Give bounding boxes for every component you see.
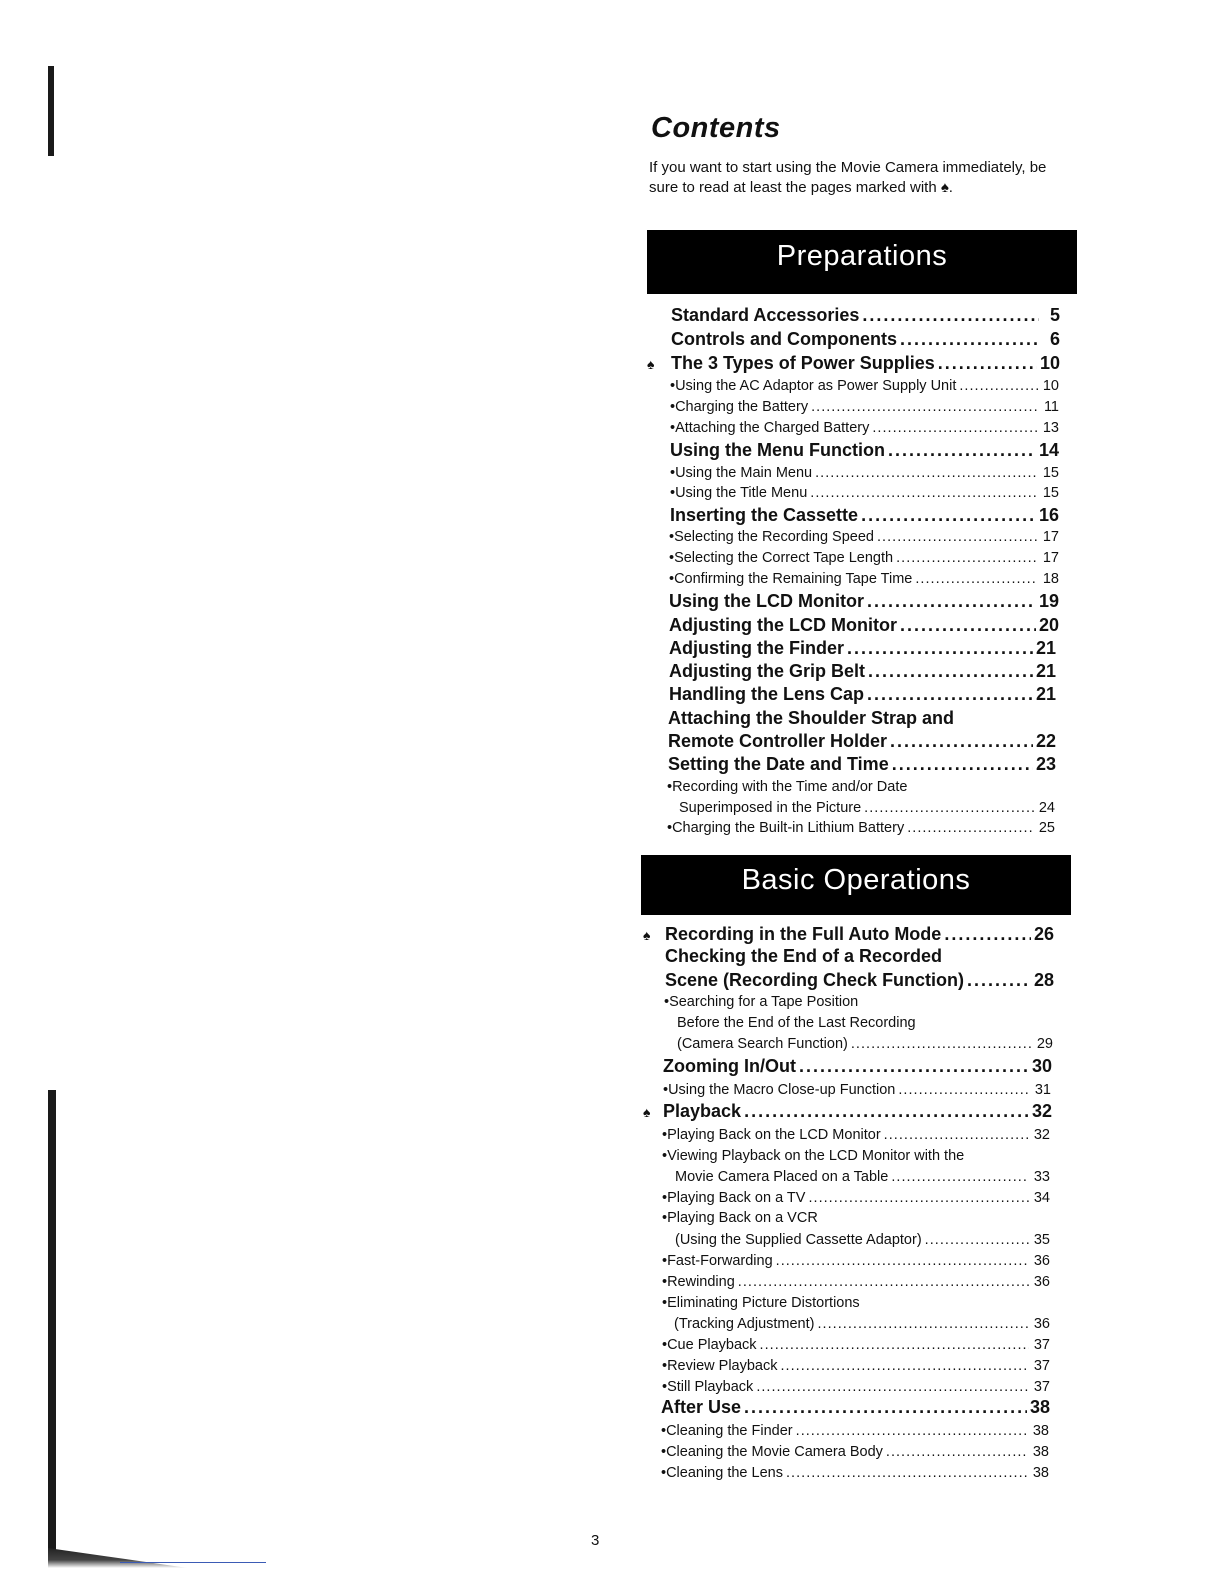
toc-entry[interactable] <box>662 1127 1050 1143</box>
intro-text: If you want to start using the Movie Camera immediately, be sure to read at least the pages marked with ♠. <box>649 159 1047 196</box>
toc-entry[interactable] <box>664 994 1053 1010</box>
toc-entry[interactable] <box>662 1148 1050 1164</box>
entry-page: 18 <box>1042 571 1059 587</box>
toc-entry[interactable] <box>670 440 1059 461</box>
toc-entry[interactable] <box>661 1444 1049 1460</box>
entry-title: Scene (Recording Check Function) <box>665 970 965 990</box>
toc-entry[interactable] <box>677 1015 1053 1031</box>
entry-title: (Camera Search Function) <box>677 1036 848 1052</box>
entry-title: •Using the AC Adaptor as Power Supply Unit <box>670 378 957 394</box>
entry-title: •Playing Back on a VCR <box>662 1210 818 1226</box>
entry-page: 15 <box>1042 485 1059 501</box>
toc-entry[interactable] <box>665 970 1054 991</box>
spade-icon: ♠ <box>643 927 651 943</box>
toc-entry[interactable] <box>662 1358 1050 1374</box>
entry-title: Controls and Components <box>671 329 897 349</box>
toc-entry[interactable] <box>675 1169 1050 1185</box>
entry-title: •Eliminating Picture Distortions <box>662 1295 860 1311</box>
entry-page: 26 <box>1033 924 1054 944</box>
entry-title: Using the Menu Function <box>670 440 885 460</box>
entry-title: •Using the Macro Close-up Function <box>663 1082 896 1098</box>
entry-title: •Using the Main Menu <box>670 465 813 481</box>
entry-title: •Selecting the Correct Tape Length <box>669 550 894 566</box>
entry-page: 11 <box>1043 399 1059 415</box>
entry-page: 20 <box>1038 615 1059 635</box>
entry-title: •Searching for a Tape Position <box>664 994 859 1010</box>
scan-edge-top <box>48 66 54 156</box>
entry-page: 36 <box>1033 1253 1050 1269</box>
toc-entry[interactable] <box>668 731 1056 752</box>
entry-page: 24 <box>1038 800 1055 816</box>
entry-title: Standard Accessories <box>671 305 860 325</box>
entry-page: 32 <box>1033 1127 1050 1143</box>
toc-entry[interactable] <box>669 615 1059 636</box>
entry-page: 36 <box>1033 1316 1050 1332</box>
toc-entry[interactable] <box>661 1423 1049 1439</box>
entry-title: •Fast-Forwarding <box>662 1253 773 1269</box>
toc-entry[interactable] <box>670 465 1059 481</box>
entry-title: •Attaching the Charged Battery <box>670 420 870 436</box>
entry-page: 14 <box>1038 440 1059 460</box>
spade-icon: ♠ <box>643 1104 651 1120</box>
toc-entry[interactable] <box>675 1232 1050 1248</box>
entry-page: 16 <box>1038 505 1059 525</box>
entry-title: •Cue Playback <box>662 1337 757 1353</box>
entry-page: 10 <box>1042 378 1059 394</box>
toc-entry[interactable] <box>667 779 1055 795</box>
entry-page: 15 <box>1042 465 1059 481</box>
toc-entry[interactable] <box>643 924 1054 945</box>
entry-page: 37 <box>1033 1358 1050 1374</box>
entry-title: •Using the Title Menu <box>670 485 808 501</box>
toc-entry[interactable] <box>668 708 1056 729</box>
entry-page: 21 <box>1035 661 1056 681</box>
scan-line <box>120 1562 266 1563</box>
toc-entry[interactable] <box>662 1253 1050 1269</box>
toc-entry[interactable] <box>669 529 1059 545</box>
entry-title: The 3 Types of Power Supplies <box>671 353 935 373</box>
entry-title: (Tracking Adjustment) <box>674 1316 815 1332</box>
entry-title: Attaching the Shoulder Strap and <box>668 708 955 728</box>
entry-page: 30 <box>1031 1056 1052 1076</box>
scan-corner <box>48 1548 188 1568</box>
toc-entry[interactable] <box>662 1210 1050 1226</box>
entry-title: •Playing Back on a TV <box>662 1190 806 1206</box>
entry-title: Playback <box>663 1101 742 1121</box>
entry-page: 37 <box>1033 1379 1050 1395</box>
entry-page: 38 <box>1029 1397 1050 1417</box>
entry-title: Zooming In/Out <box>663 1056 796 1076</box>
entry-title: Recording in the Full Auto Mode <box>665 924 942 944</box>
entry-page: 38 <box>1032 1423 1049 1439</box>
entry-page: 33 <box>1033 1169 1050 1185</box>
entry-page: 17 <box>1042 550 1059 566</box>
entry-title: •Recording with the Time and/or Date <box>667 779 908 795</box>
toc-entry[interactable] <box>677 1036 1053 1052</box>
toc-entry[interactable] <box>669 571 1059 587</box>
entry-title: •Viewing Playback on the LCD Monitor with the <box>662 1148 965 1164</box>
entry-page: 31 <box>1034 1082 1051 1098</box>
toc-entry[interactable] <box>662 1295 1050 1311</box>
toc-entry[interactable] <box>670 420 1059 436</box>
entry-title: Before the End of the Last Recording <box>677 1015 916 1031</box>
page-number: 3 <box>591 1532 600 1549</box>
entry-title: Movie Camera Placed on a Table <box>675 1169 889 1185</box>
entry-title: •Rewinding <box>662 1274 735 1290</box>
entry-page: 23 <box>1035 754 1056 774</box>
toc-entry[interactable] <box>661 1465 1049 1481</box>
toc-entry[interactable] <box>662 1337 1050 1353</box>
toc-entry[interactable] <box>667 820 1055 836</box>
entry-title: •Charging the Built-in Lithium Battery <box>667 820 905 836</box>
entry-title: (Using the Supplied Cassette Adaptor) <box>675 1232 922 1248</box>
entry-title: •Cleaning the Finder <box>661 1423 793 1439</box>
toc-entry[interactable] <box>661 1397 1050 1418</box>
toc-entry[interactable] <box>663 1056 1052 1077</box>
toc-entry[interactable] <box>669 684 1056 705</box>
entry-page: 32 <box>1031 1101 1052 1121</box>
entry-title: Remote Controller Holder <box>668 731 888 751</box>
entry-title: •Cleaning the Lens <box>661 1465 783 1481</box>
toc-entry[interactable] <box>669 591 1059 612</box>
toc-entry[interactable] <box>670 399 1059 415</box>
entry-page: 35 <box>1033 1232 1050 1248</box>
section-heading-preparations: Preparations <box>647 230 1077 294</box>
entry-title: •Confirming the Remaining Tape Time <box>669 571 913 587</box>
section-heading-basic-operations: Basic Operations <box>641 855 1071 915</box>
entry-title: After Use <box>661 1397 742 1417</box>
entry-page: 10 <box>1039 353 1060 373</box>
entry-title: •Playing Back on the LCD Monitor <box>662 1127 881 1143</box>
toc-entry[interactable] <box>665 946 1054 967</box>
entry-title: Superimposed in the Picture <box>679 800 862 816</box>
entry-title: •Charging the Battery <box>670 399 809 415</box>
entry-page: 25 <box>1038 820 1055 836</box>
entry-title: •Cleaning the Movie Camera Body <box>661 1444 883 1460</box>
entry-title: Checking the End of a Recorded <box>665 946 943 966</box>
toc-entry[interactable] <box>662 1274 1050 1290</box>
entry-title: •Selecting the Recording Speed <box>669 529 874 545</box>
toc-entry[interactable] <box>662 1379 1050 1395</box>
entry-title: •Review Playback <box>662 1358 778 1374</box>
toc-entry[interactable] <box>662 1190 1050 1206</box>
entry-page: 17 <box>1042 529 1059 545</box>
toc-entry[interactable] <box>674 1316 1050 1332</box>
entry-page: 38 <box>1032 1465 1049 1481</box>
toc-entry[interactable] <box>679 800 1055 816</box>
entry-page: 22 <box>1035 731 1056 751</box>
entry-page: 34 <box>1033 1190 1050 1206</box>
entry-title: Adjusting the Finder <box>669 638 844 658</box>
entry-page: 37 <box>1033 1337 1050 1353</box>
entry-page: 21 <box>1035 684 1056 704</box>
entry-title: Adjusting the Grip Belt <box>669 661 865 681</box>
entry-title: Handling the Lens Cap <box>669 684 865 704</box>
entry-page: 38 <box>1032 1444 1049 1460</box>
entry-page: 21 <box>1035 638 1056 658</box>
entry-page: 19 <box>1038 591 1059 611</box>
toc-entry[interactable] <box>668 754 1056 775</box>
entry-page: 36 <box>1033 1274 1050 1290</box>
entry-page: 28 <box>1033 970 1054 990</box>
toc-entry[interactable] <box>669 550 1059 566</box>
toc-entry[interactable] <box>670 485 1059 501</box>
toc-entry[interactable] <box>643 1101 1052 1122</box>
toc-entry[interactable] <box>670 378 1059 394</box>
toc-entry[interactable] <box>669 638 1056 659</box>
toc-entry[interactable] <box>663 1082 1051 1098</box>
entry-page: 6 <box>1049 329 1060 349</box>
toc-entry[interactable] <box>671 329 1060 350</box>
entry-title: Adjusting the LCD Monitor <box>669 615 897 635</box>
toc-entry[interactable] <box>647 353 1060 374</box>
page-title: Contents <box>651 112 781 144</box>
entry-page: 5 <box>1049 305 1060 325</box>
entry-title: •Still Playback <box>662 1379 754 1395</box>
scan-edge-bottom <box>48 1090 56 1550</box>
toc-entry[interactable] <box>671 305 1060 326</box>
entry-page: 13 <box>1042 420 1059 436</box>
toc-entry[interactable] <box>670 505 1059 526</box>
entry-title: Setting the Date and Time <box>668 754 889 774</box>
entry-page: 29 <box>1036 1036 1053 1052</box>
entry-title: Inserting the Cassette <box>670 505 859 525</box>
spade-icon: ♠ <box>647 356 655 372</box>
entry-title: Using the LCD Monitor <box>669 591 864 611</box>
toc-entry[interactable] <box>669 661 1056 682</box>
